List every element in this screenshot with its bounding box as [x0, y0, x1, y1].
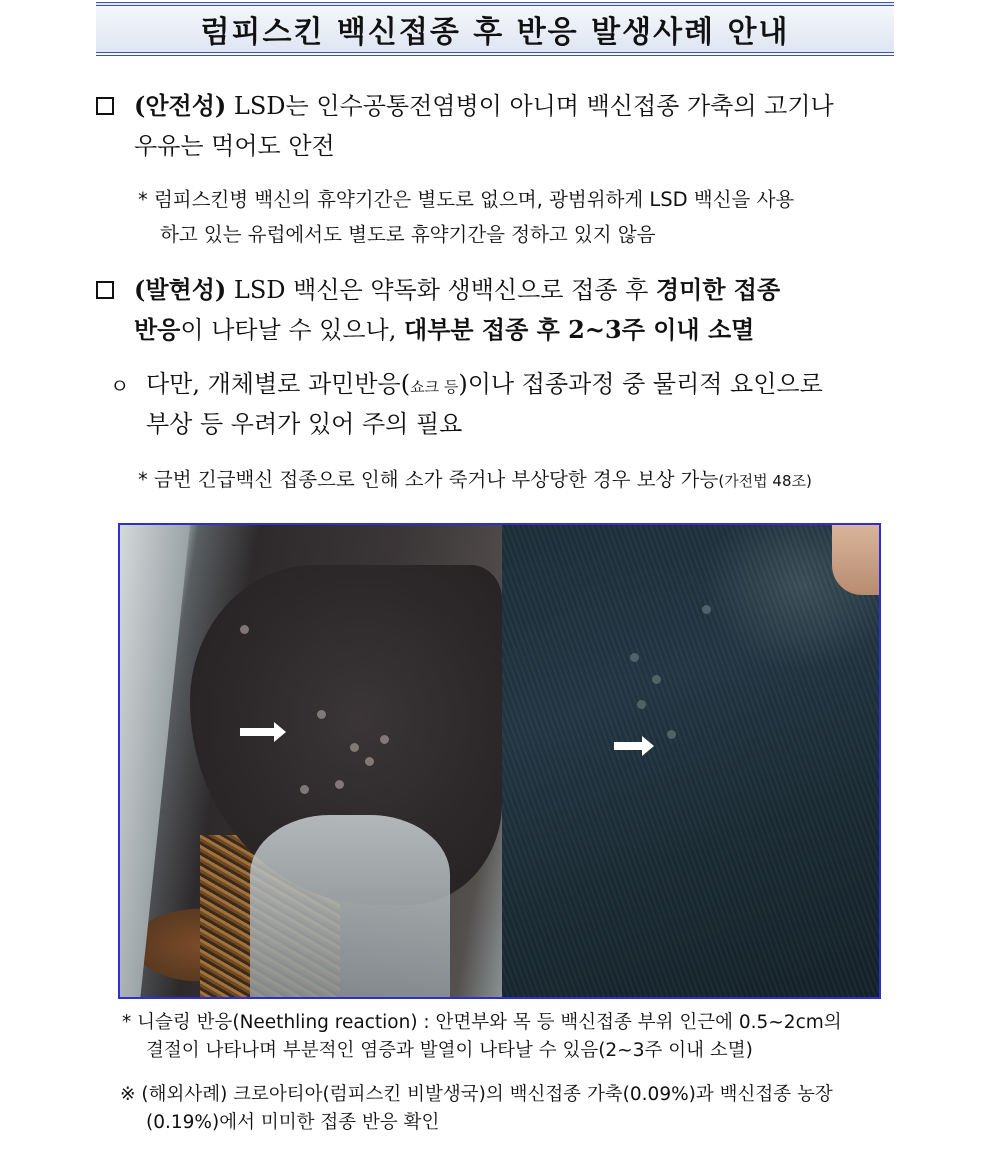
nodule [630, 653, 639, 662]
checkbox-square-icon [96, 281, 114, 299]
caption-line1: * 니슬링 반응(Neethling reaction) : 안면부와 목 등 백신접종 부위 인근에 0.5~2cm의 [122, 1012, 842, 1033]
nodule [702, 605, 711, 614]
nodule [667, 730, 676, 739]
section-onset-line2-bold2: 대부분 접종 후 2~3주 이내 소멸 [404, 315, 755, 344]
bullet-marker: ㅇ [110, 374, 130, 398]
section-onset-line2-bold: 반응 [134, 315, 181, 344]
caption-line2: 결절이 나타나며 부분적인 염증과 발열이 나타날 수 있음(2~3주 이내 소멸) [146, 1040, 753, 1061]
bullet-note-small: (가전법 48조) [718, 472, 812, 490]
bullet-line1-a: 다만, 개체별로 과민반응( [146, 370, 411, 398]
bullet-note [138, 463, 812, 498]
reaction-photo [118, 523, 881, 999]
title-banner [96, 2, 894, 56]
safety-note-line1: * 럼피스킨병 백신의 휴약기간은 별도로 없으며, 광범위하게 LSD 백신을 사용 [138, 188, 795, 211]
nodule [380, 735, 389, 744]
page-title: 럼피스킨 백신접종 후 반응 발생사례 안내 [200, 15, 790, 50]
section-safety-line1: LSD는 인수공통전염병이 아니며 백신접종 가축의 고기나 [233, 92, 834, 120]
nodule [365, 757, 374, 766]
nodule [652, 675, 661, 684]
arrow-icon [240, 728, 276, 736]
bullet-line1 [146, 364, 896, 407]
section-safety-label: (안전성) [134, 91, 227, 120]
nodule [637, 700, 646, 709]
section-onset-line1-bold: 경미한 접종 [655, 275, 781, 304]
nodule [335, 780, 344, 789]
section-onset-line2-plain: 이 나타날 수 있으나, [180, 316, 397, 344]
bullet-line1-b: )이나 접종과정 중 물리적 요인으로 [458, 370, 823, 398]
nodule [350, 743, 359, 752]
section-safety-line2: 우유는 먹어도 안전 [134, 132, 335, 160]
section-safety [134, 86, 896, 126]
reference-line2: (0.19%)에서 미미한 접종 반응 확인 [146, 1112, 440, 1133]
nodule [317, 710, 326, 719]
bullet-note-text: * 금번 긴급백신 접종으로 인해 소가 죽거나 부상당한 경우 보상 가능 [138, 468, 719, 491]
reference-line1: ※ (해외사례) 크로아티아(럼피스킨 비발생국)의 백신접종 가축(0.09%)과 백신접종 농장 [120, 1084, 833, 1105]
section-onset [134, 270, 896, 310]
section-onset-line1: LSD 백신은 약독화 생백신으로 접종 후 [233, 276, 649, 304]
section-onset-line2 [134, 310, 754, 350]
section-onset-label: (발현성) [134, 275, 227, 304]
bullet-line2: 부상 등 우려가 있어 주의 필요 [146, 410, 463, 438]
photo-left-cow-neck [120, 525, 502, 997]
photo-right-cow-neck [502, 525, 879, 997]
checkbox-square-icon [96, 97, 114, 115]
safety-note-line2: 하고 있는 유럽에서도 별도로 휴약기간을 정하고 있지 않음 [160, 223, 656, 246]
nodule [300, 785, 309, 794]
bullet-line1-small: 쇼크 등 [410, 378, 459, 396]
arrow-icon [614, 742, 644, 750]
nodule [240, 625, 249, 634]
